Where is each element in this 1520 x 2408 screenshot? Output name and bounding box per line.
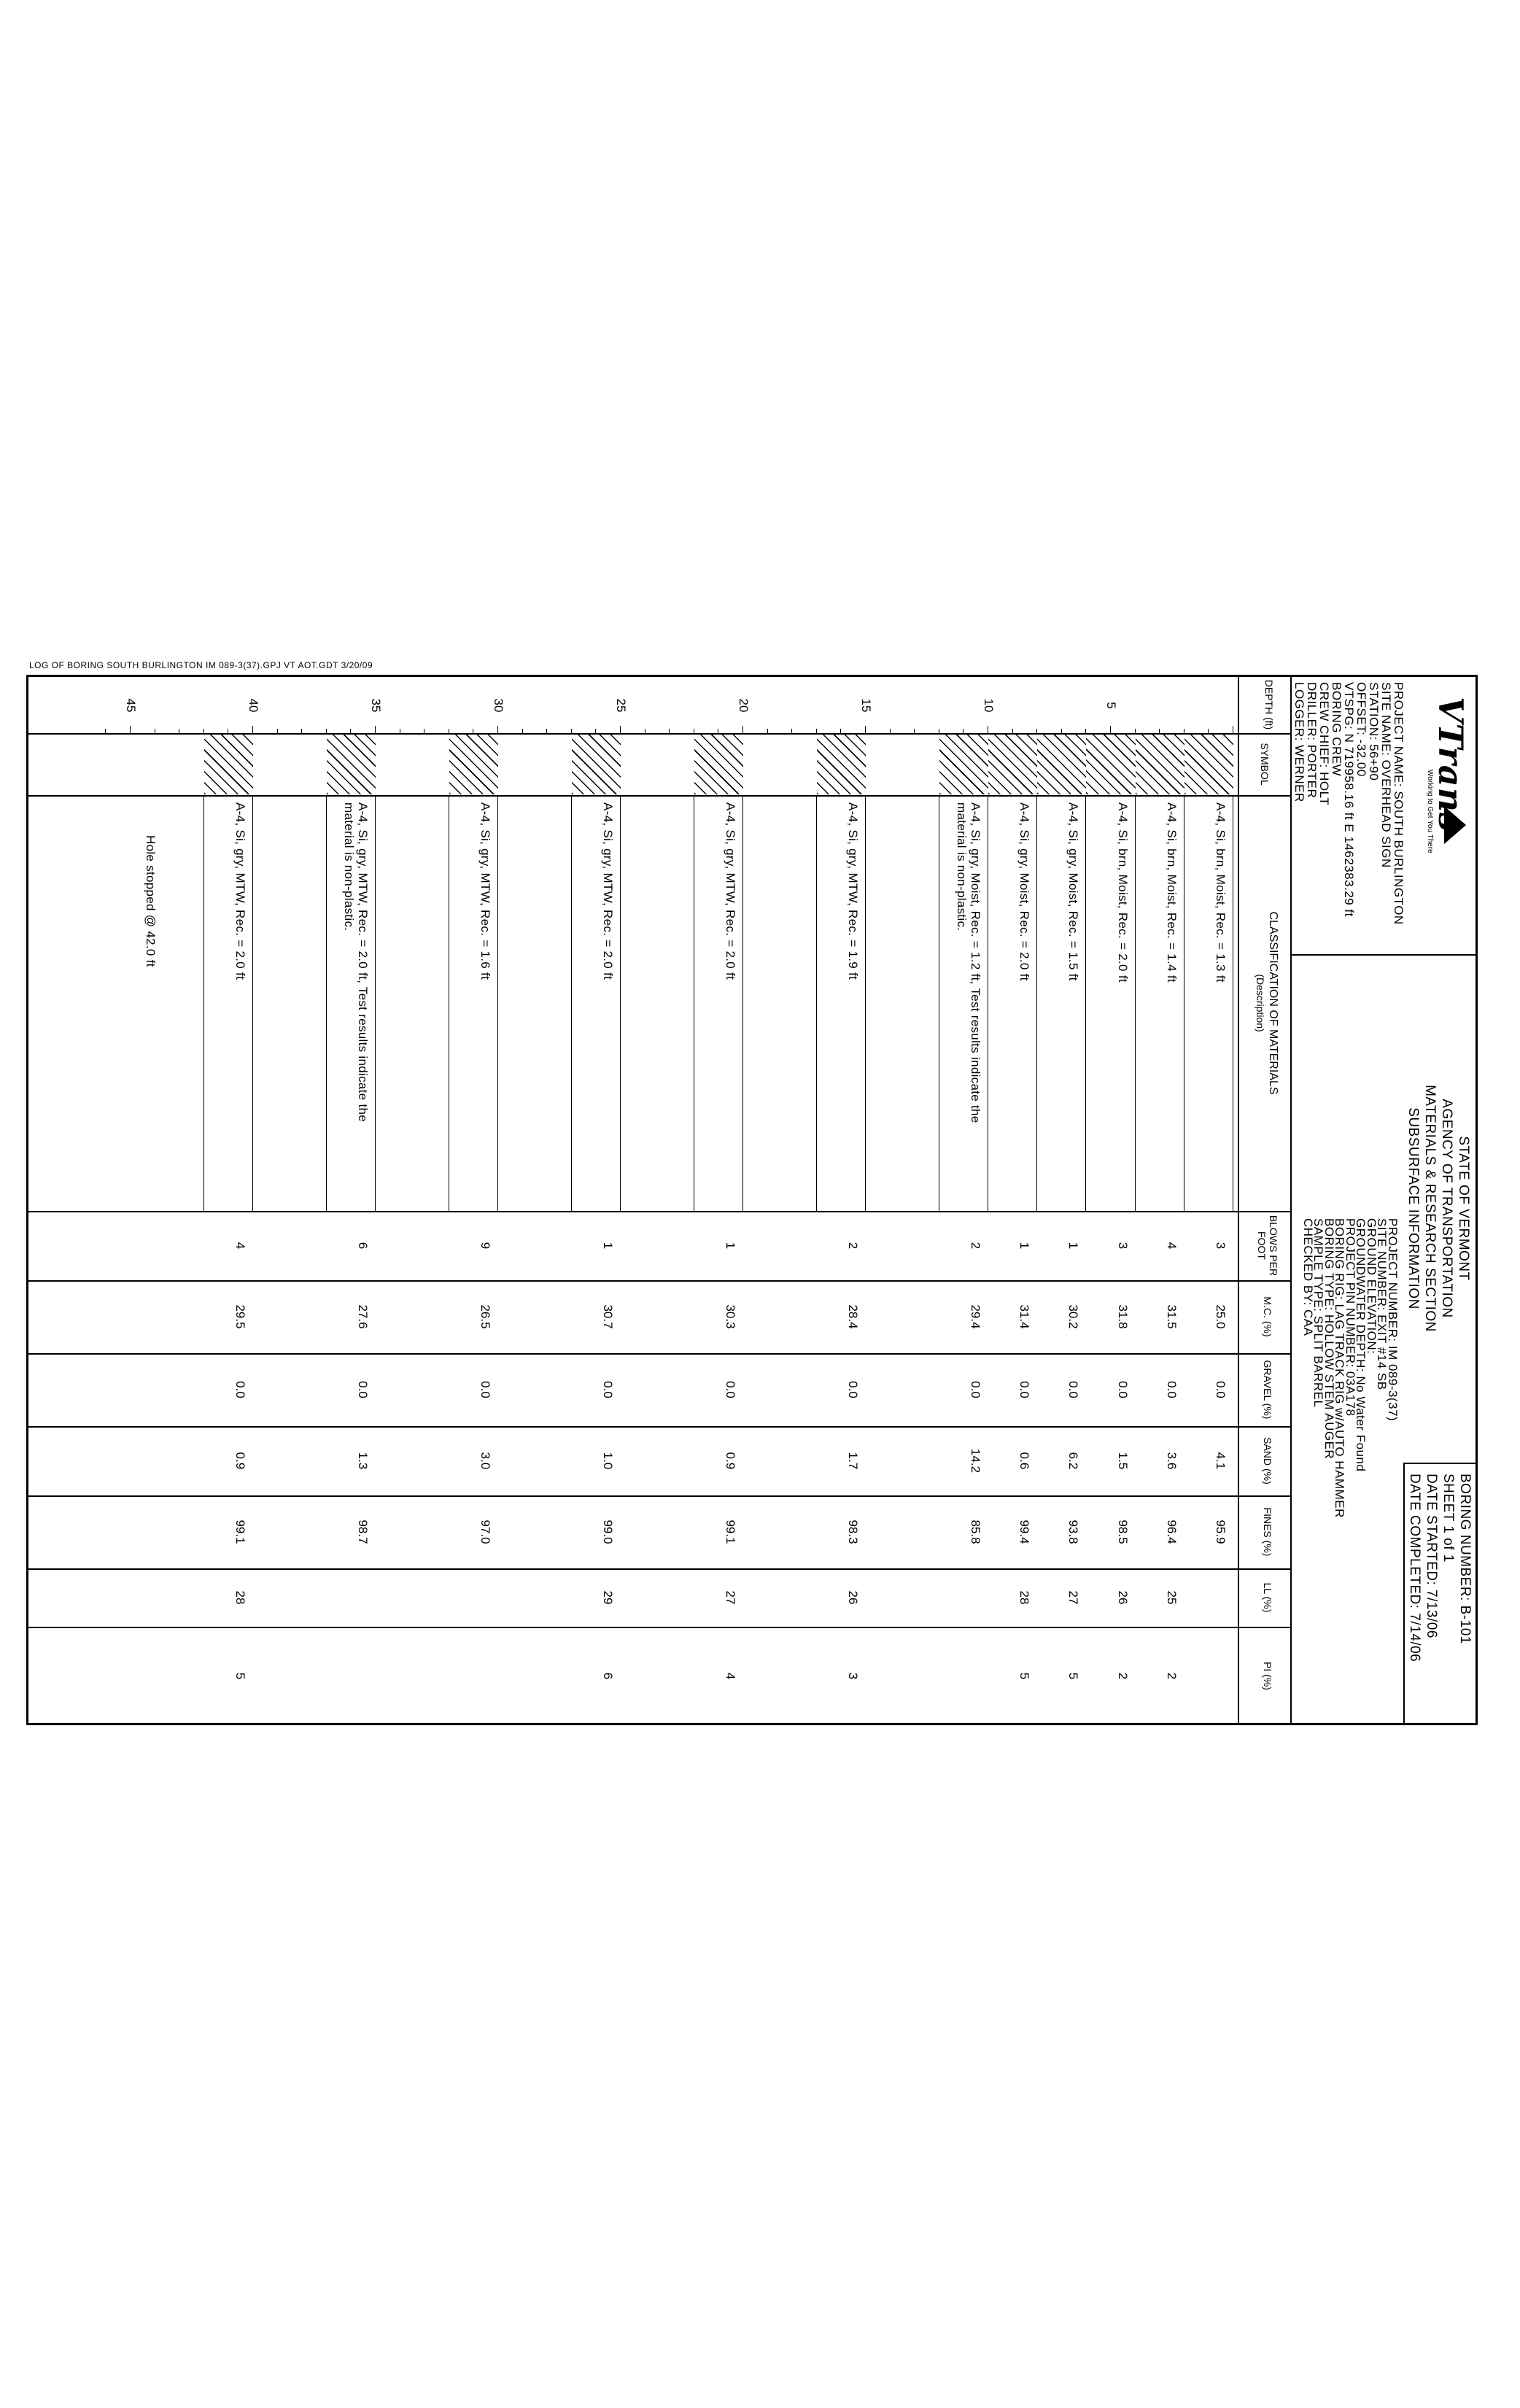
depth-label: 30 [492, 698, 505, 713]
boring-log-sheet [26, 675, 1478, 1725]
project-number: PROJECT NUMBER: IM 089-3(37) [1386, 1218, 1400, 1422]
soil-symbol-hatch [1086, 735, 1135, 794]
soil-symbol-hatch [817, 735, 866, 794]
sample-blows-value: 1 [724, 1242, 737, 1250]
depth-label: 15 [859, 698, 873, 713]
sample-ll-value: 29 [601, 1590, 615, 1605]
sample-description [1017, 802, 1031, 981]
column-header-depth: DEPTH (ft) [1263, 679, 1275, 730]
ground-elevation: GROUND ELEVATION: [1365, 1218, 1379, 1355]
depth-tick [375, 726, 376, 733]
sample-description-line: A-4, Si, gry, Moist, Rec. = 1.2 ft, Test results indicate the [969, 802, 982, 1123]
column-header-blows: BLOWS PER FOOT [1256, 1215, 1279, 1277]
column-header-sand: SAND (%) [1262, 1437, 1273, 1484]
sample-row-line [1036, 795, 1037, 1211]
sample-ll-value: 26 [1115, 1590, 1130, 1605]
sample-mc-value: 30.7 [601, 1304, 615, 1329]
boring-type: BORING TYPE: HOLLOW STEM AUGER [1322, 1218, 1336, 1460]
sample-description-line: A-4, Si, gry, MTW, Rec. = 2.0 ft [724, 802, 737, 980]
classification-title: CLASSIFICATION OF MATERIALS [1267, 911, 1279, 1095]
column-header-classification [1255, 795, 1279, 1211]
sample-blows-value: 3 [1115, 1242, 1130, 1250]
sample-row-line [1085, 795, 1086, 1211]
crew-chief: CREW CHIEF: HOLT [1317, 682, 1331, 806]
depth-tick [914, 729, 915, 733]
depth-tick [816, 729, 817, 733]
sample-description-line-2: material is non-plastic. [342, 802, 356, 932]
sample-description-line: A-4, Si, brn, Moist, Rec. = 1.3 ft [1214, 802, 1228, 983]
sample-blows-value: 1 [1066, 1242, 1081, 1250]
sample-description [1214, 802, 1228, 983]
depth-tick [203, 729, 204, 733]
sample-blows-value: 2 [969, 1242, 982, 1250]
sample-fines-value: 85.8 [969, 1519, 982, 1544]
depth-tick [105, 729, 106, 733]
sample-row-line [620, 795, 621, 1211]
soil-symbol-hatch [988, 735, 1037, 794]
sample-row-line [326, 795, 327, 1211]
sample-ll-value: 28 [233, 1590, 247, 1605]
sample-fines-value: 98.7 [356, 1519, 370, 1544]
sample-row-line [497, 795, 498, 1211]
sample-gravel-value: 0.0 [1115, 1381, 1130, 1398]
sample-pi-value: 4 [724, 1672, 737, 1680]
sample-row-line [742, 795, 743, 1211]
sample-description [601, 802, 615, 980]
classification-subtitle: (Description) [1255, 974, 1266, 1032]
file-footer-label: LOG OF BORING SOUTH BURLINGTON IM 089-3(37).GPJ VT AOT.GDT 3/20/09 [29, 660, 373, 670]
sample-fines-value: 99.1 [724, 1519, 737, 1544]
sample-row-line [571, 795, 572, 1211]
sample-ll-value: 27 [1066, 1590, 1081, 1605]
project-pin-number: PROJECT PIN NUMBER: 03A178 [1343, 1218, 1357, 1417]
soil-symbol-hatch [1184, 735, 1233, 794]
sample-description-line: A-4, Si, gry, MTW, Rec. = 1.6 ft [478, 802, 492, 980]
sample-blows-value: 4 [233, 1242, 247, 1250]
soil-symbol-hatch [327, 735, 376, 794]
soil-symbol-hatch [572, 735, 621, 794]
sample-pi-value: 5 [233, 1672, 247, 1680]
depth-tick [522, 729, 523, 733]
project-info-left [1293, 682, 1405, 925]
hole-stopped-note: Hole stopped @ 42.0 ft [144, 835, 158, 967]
depth-tick [595, 729, 596, 733]
sample-description-line: A-4, Si, gry, Moist, Rec. = 2.0 ft [1017, 802, 1032, 981]
sample-pi-value: 2 [1164, 1672, 1179, 1680]
sample-blows-value: 2 [846, 1242, 860, 1250]
sample-ll-value: 27 [724, 1590, 737, 1605]
sample-description [1165, 802, 1179, 983]
depth-label: 45 [124, 698, 138, 713]
sample-pi-value: 5 [1017, 1672, 1032, 1680]
sample-mc-value: 27.6 [356, 1304, 370, 1329]
column-header-fines: FINES (%) [1262, 1507, 1273, 1557]
sample-mc-value: 29.5 [233, 1304, 247, 1329]
sample-description [1066, 802, 1080, 981]
logo-text: VTrans [1431, 697, 1470, 832]
sample-description-line: A-4, Si, gry, MTW, Rec. = 1.9 ft [846, 802, 860, 980]
column-header-pi: PI (%) [1262, 1662, 1273, 1690]
sample-sand-value: 0.9 [233, 1452, 247, 1470]
sample-fines-value: 97.0 [478, 1519, 492, 1544]
sample-fines-value: 93.8 [1066, 1519, 1081, 1544]
driller: DRILLER: PORTER [1305, 682, 1319, 799]
boring-id-block [1406, 1474, 1473, 1662]
depth-tick [1036, 729, 1037, 733]
sample-sand-value: 0.9 [724, 1452, 737, 1470]
column-header-mc: M.C. (%) [1262, 1296, 1273, 1337]
column-header-symbol: SYMBOL [1259, 743, 1271, 786]
sample-description-line-2: material is non-plastic. [955, 802, 969, 932]
boring-crew-heading: BORING CREW [1330, 682, 1343, 777]
soil-symbol-hatch [204, 735, 253, 794]
sample-fines-value: 98.5 [1115, 1519, 1130, 1544]
depth-tick [350, 729, 351, 733]
sample-description [846, 802, 860, 980]
sample-gravel-value: 0.0 [1164, 1381, 1179, 1398]
offset: OFFSET: -32.00 [1354, 682, 1368, 777]
sample-description [1116, 802, 1130, 983]
sheet-number: SHEET 1 of 1 [1440, 1474, 1456, 1563]
depth-tick [669, 729, 670, 733]
agency-line-4: SUBSURFACE INFORMATION [1405, 1107, 1421, 1309]
sample-description [233, 802, 247, 980]
sample-description-line: A-4, Si, gry, Moist, Rec. = 1.5 ft [1066, 802, 1081, 981]
sample-description-line: A-4, Si, brn, Moist, Rec. = 2.0 ft [1115, 802, 1130, 983]
sample-description-line: A-4, Si, gry, MTW, Rec. = 2.0 ft [601, 802, 615, 980]
agency-line-2: AGENCY OF TRANSPORTATION [1439, 1099, 1454, 1318]
column-header-gravel: GRAVEL (%) [1262, 1360, 1273, 1420]
depth-tick [1085, 729, 1086, 733]
sample-pi-value: 5 [1066, 1672, 1081, 1680]
sample-blows-value: 4 [1164, 1242, 1179, 1250]
depth-tick [326, 729, 327, 733]
depth-tick [571, 729, 572, 733]
site-number: SITE NUMBER: EXIT #14 SB [1375, 1218, 1389, 1390]
agency-line-1: STATE OF VERMONT [1456, 1136, 1471, 1281]
boring-number: BORING NUMBER: B-101 [1457, 1474, 1473, 1644]
date-completed: DATE COMPLETED: 7/14/06 [1407, 1474, 1422, 1662]
sample-mc-value: 30.3 [724, 1304, 737, 1329]
depth-tick [791, 729, 792, 733]
sample-mc-value: 29.4 [969, 1304, 982, 1329]
sample-mc-value: 31.4 [1017, 1304, 1032, 1329]
sample-gravel-value: 0.0 [1017, 1381, 1032, 1398]
groundwater-depth: GROUNDWATER DEPTH: No Water Found [1354, 1218, 1368, 1472]
date-started: DATE STARTED: 7/13/06 [1424, 1474, 1439, 1638]
soil-symbol-hatch [1037, 735, 1086, 794]
sample-row-line [252, 795, 253, 1211]
sample-gravel-value: 0.0 [356, 1381, 370, 1398]
sample-sand-value: 6.2 [1066, 1452, 1081, 1470]
depth-tick [1012, 729, 1013, 733]
sample-gravel-value: 0.0 [724, 1381, 737, 1398]
sample-row-line [203, 795, 204, 1211]
sample-description-line: A-4, Si, gry, MTW, Rec. = 2.0 ft, Test results indicate the [356, 802, 370, 1122]
sample-description-line: A-4, Si, gry, MTW, Rec. = 2.0 ft [233, 802, 247, 980]
sample-mc-value: 28.4 [846, 1304, 860, 1329]
sample-row-line [375, 795, 376, 1211]
depth-tick [252, 726, 253, 733]
soil-symbol-hatch [1136, 735, 1184, 794]
depth-tick [1159, 729, 1160, 733]
site-name: SITE NAME: OVERHEAD SIGN [1379, 682, 1393, 868]
depth-label: 5 [1104, 702, 1118, 709]
soil-symbol-hatch [449, 735, 498, 794]
depth-tick [277, 729, 278, 733]
depth-tick [865, 726, 866, 733]
sample-blows-value: 3 [1214, 1242, 1228, 1250]
sample-mc-value: 30.2 [1066, 1304, 1081, 1329]
sample-pi-value: 3 [846, 1672, 860, 1680]
vtrans-logo [1412, 697, 1470, 857]
sample-sand-value: 1.0 [601, 1452, 615, 1470]
sample-fines-value: 96.4 [1164, 1519, 1179, 1544]
sample-mc-value: 31.5 [1164, 1304, 1179, 1329]
sample-row-line [1135, 795, 1136, 1211]
depth-label: 25 [614, 698, 628, 713]
project-name: PROJECT NAME: SOUTH BURLINGTON [1392, 682, 1405, 925]
depth-label: 35 [369, 698, 383, 713]
depth-label: 40 [247, 698, 260, 713]
sample-mc-value: 31.8 [1115, 1304, 1130, 1329]
sample-blows-value: 6 [356, 1242, 370, 1250]
depth-tick [1208, 729, 1209, 733]
sample-sand-value: 0.6 [1017, 1452, 1032, 1470]
depth-tick [1110, 726, 1111, 733]
sample-fines-value: 99.4 [1017, 1519, 1032, 1544]
logger: LOGGER: WERNER [1292, 682, 1306, 802]
station: STATION: 56+90 [1367, 682, 1381, 781]
sample-description [724, 802, 737, 980]
checked-by: CHECKED BY: CAA [1301, 1218, 1315, 1336]
soil-symbol-hatch [939, 735, 988, 794]
sample-gravel-value: 0.0 [969, 1381, 982, 1398]
depth-tick [497, 726, 498, 733]
agency-block [1405, 954, 1472, 1463]
sample-type: SAMPLE TYPE: SPLIT BARREL [1311, 1218, 1326, 1408]
depth-tick [890, 729, 891, 733]
depth-tick [840, 729, 841, 733]
sample-gravel-value: 0.0 [233, 1381, 247, 1398]
agency-line-3: MATERIALS & RESEARCH SECTION [1422, 1085, 1438, 1332]
project-info-right [1303, 1218, 1398, 1518]
column-header-ll: LL (%) [1262, 1582, 1273, 1613]
sample-fines-value: 99.1 [233, 1519, 247, 1544]
sample-row-line [865, 795, 866, 1211]
sample-mc-value: 26.5 [478, 1304, 492, 1329]
sample-pi-value: 6 [601, 1672, 615, 1680]
depth-tick [620, 726, 621, 733]
sample-gravel-value: 0.0 [846, 1381, 860, 1398]
sample-description [955, 802, 982, 1123]
sample-mc-value: 25.0 [1214, 1304, 1228, 1329]
depth-tick [767, 729, 768, 733]
sample-gravel-value: 0.0 [1214, 1381, 1228, 1398]
sample-ll-value: 28 [1017, 1590, 1032, 1605]
sample-sand-value: 14.2 [969, 1448, 982, 1474]
sample-ll-value: 26 [846, 1590, 860, 1605]
sample-description [478, 802, 492, 980]
soil-symbol-hatch [694, 735, 743, 794]
sample-sand-value: 1.5 [1115, 1452, 1130, 1470]
logo-tagline: Working to Get You There [1426, 770, 1434, 853]
sample-ll-value: 25 [1164, 1590, 1179, 1605]
sample-fines-value: 95.9 [1214, 1519, 1228, 1544]
depth-label: 10 [982, 698, 996, 713]
sample-description [342, 802, 370, 1122]
sample-sand-value: 1.3 [356, 1452, 370, 1470]
sample-fines-value: 99.0 [601, 1519, 615, 1544]
depth-tick [301, 729, 302, 733]
vtspg-coordinates: VTSPG: N 719958.16 ft E 1462383.29 ft [1342, 682, 1356, 917]
sample-sand-value: 3.6 [1164, 1452, 1179, 1470]
sample-gravel-value: 0.0 [601, 1381, 615, 1398]
sample-gravel-value: 0.0 [1066, 1381, 1081, 1398]
sample-row-line [816, 795, 817, 1211]
depth-tick [130, 726, 131, 733]
sample-blows-value: 1 [1017, 1242, 1032, 1250]
depth-tick [742, 726, 743, 733]
depth-tick [1135, 729, 1136, 733]
sample-fines-value: 98.3 [846, 1519, 860, 1544]
sample-blows-value: 1 [601, 1242, 615, 1250]
sample-description-line: A-4, Si, brn, Moist, Rec. = 1.4 ft [1164, 802, 1179, 983]
boring-rig: BORING RIG: LAG TRACK RIG w/AUTO HAMMER [1333, 1218, 1347, 1518]
sample-pi-value: 2 [1115, 1672, 1130, 1680]
sample-sand-value: 4.1 [1214, 1452, 1228, 1470]
sample-sand-value: 1.7 [846, 1452, 860, 1470]
sample-gravel-value: 0.0 [478, 1381, 492, 1398]
depth-label: 20 [737, 698, 751, 713]
mountain-icon [1444, 806, 1466, 844]
sample-sand-value: 3.0 [478, 1452, 492, 1470]
depth-tick [1061, 729, 1062, 733]
depth-tick [546, 729, 547, 733]
sample-blows-value: 9 [478, 1242, 492, 1250]
